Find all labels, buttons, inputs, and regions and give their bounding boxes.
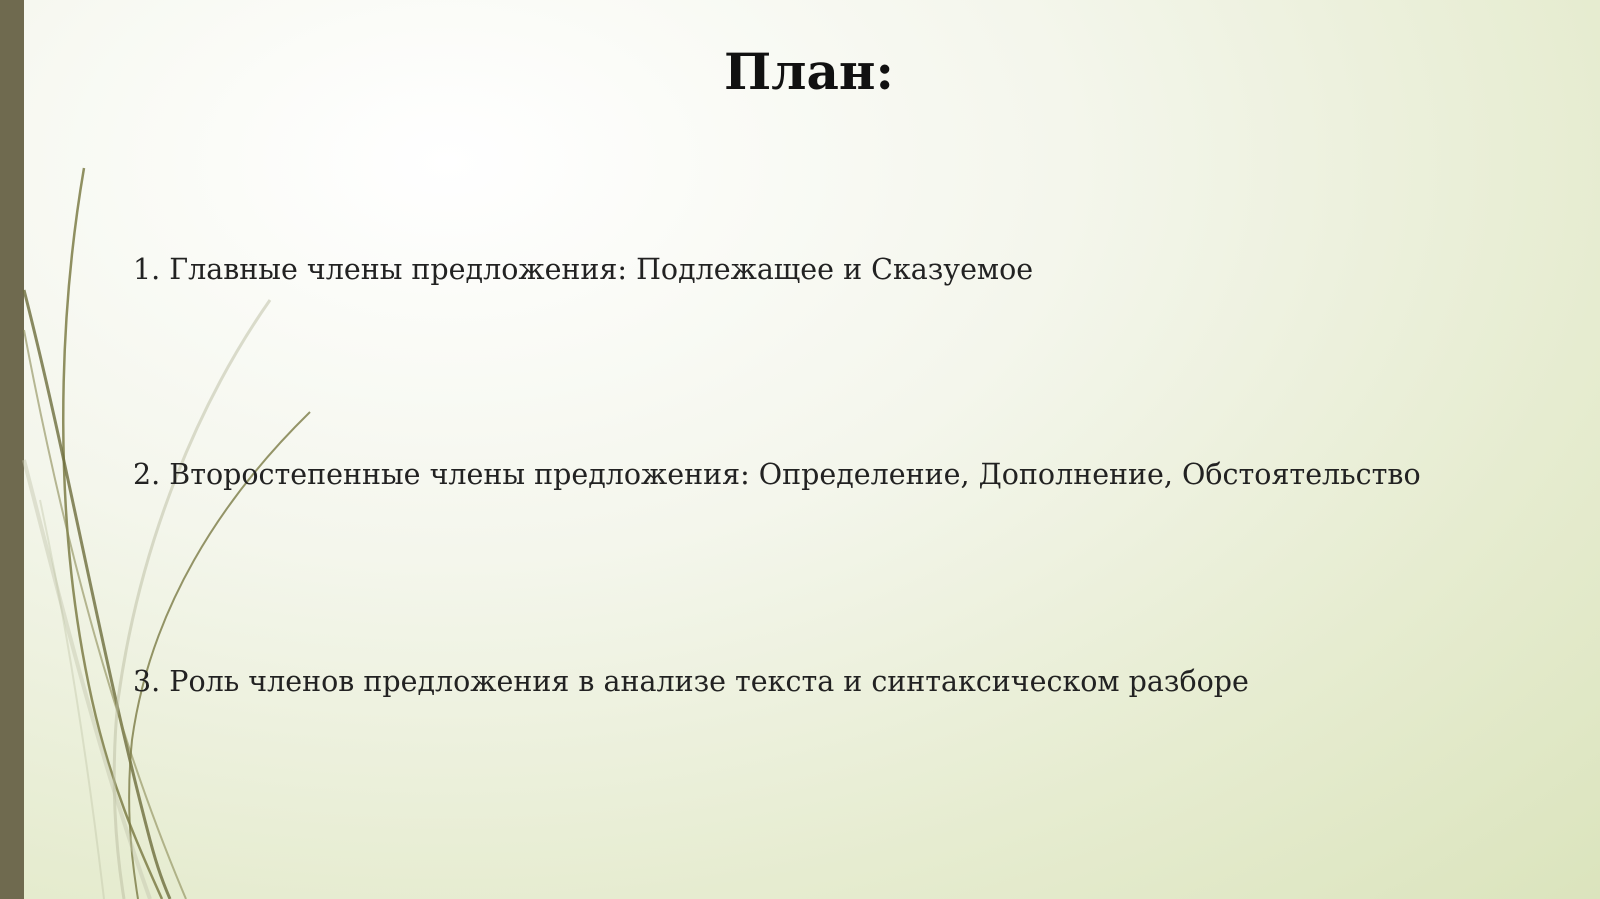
plan-item-text: Главные члены предложения: Подлежащее и Сказуемое <box>169 253 1034 286</box>
plan-item-3 <box>133 663 1249 701</box>
plan-item-text: Второстепенные члены предложения: Определение, Дополнение, Обстоятельство <box>169 458 1421 491</box>
slide-title: План: <box>724 42 894 101</box>
plan-item-number: 2. <box>133 458 161 491</box>
plan-item-2 <box>133 456 1421 494</box>
plan-item-text: Роль членов предложения в анализе текста и синтаксическом разборе <box>169 665 1249 698</box>
plan-item-number: 1. <box>133 253 161 286</box>
grass-blade-3 <box>24 330 186 899</box>
plan-item-1 <box>133 251 1033 289</box>
grass-decoration <box>0 0 400 899</box>
grass-blade-5 <box>114 300 270 899</box>
plan-item-number: 3. <box>133 665 161 698</box>
grass-blade-2 <box>24 290 170 899</box>
